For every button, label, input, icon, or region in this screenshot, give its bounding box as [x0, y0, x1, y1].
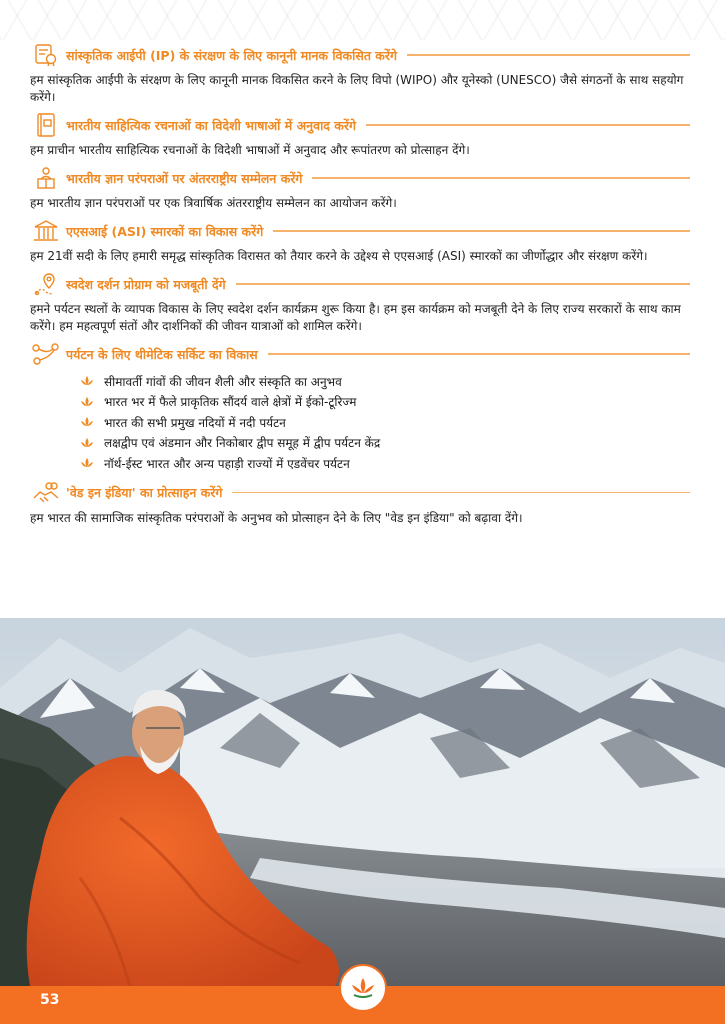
heading-divider: [232, 492, 690, 494]
lotus-bullet-icon: [80, 457, 94, 469]
section-heading: भारतीय ज्ञान परंपराओं पर अंतरराष्ट्रीय सम्मेलन करेंगे: [66, 170, 303, 186]
circuit-list: [30, 371, 690, 474]
monument-icon: [30, 217, 62, 245]
lotus-bullet-icon: [80, 416, 94, 428]
section-heading: 'वेड इन इंडिया' का प्रोत्साहन करेंगे: [66, 485, 223, 500]
section-swadesh-darshan: [30, 269, 690, 335]
section-heading: सांस्कृतिक आईपी (IP) के संरक्षण के लिए कानूनी मानक विकसित करेंगे: [66, 47, 398, 63]
section-heading-row: [30, 163, 690, 193]
himalaya-meditation-photo: [0, 618, 725, 986]
list-item: [80, 371, 690, 392]
list-item-text: लक्षद्वीप एवं अंडमान और निकोबार द्वीप समूह में द्वीप पर्यटन केंद्र: [104, 436, 381, 451]
list-item: [80, 412, 690, 433]
section-heading-row: [30, 216, 690, 246]
list-item: [80, 453, 690, 474]
section-thematic-circuits: [30, 339, 690, 474]
content-area: [30, 40, 690, 531]
page-number: 53: [40, 992, 60, 1008]
scroll-seal-icon: [30, 41, 62, 69]
section-literary-translation: [30, 110, 690, 159]
heading-divider: [312, 177, 690, 179]
section-heading: एएसआई (ASI) स्मारकों का विकास करेंगे: [66, 223, 264, 239]
section-body: हम भारतीय ज्ञान परंपराओं पर एक त्रिवार्षिक अंतरराष्ट्रीय सम्मेलन का आयोजन करेंगे।: [30, 196, 397, 210]
section-asi-monuments: [30, 216, 690, 265]
list-item: [80, 392, 690, 413]
section-heading-row: [30, 269, 690, 299]
heading-divider: [407, 54, 690, 56]
section-heading-row: [30, 40, 690, 70]
lotus-bullet-icon: [80, 396, 94, 408]
section-heading: स्वदेश दर्शन प्रोग्राम को मजबूती देंगे: [66, 276, 226, 292]
list-item-text: सीमावर्ती गांवों की जीवन शैली और संस्कृति का अनुभव: [104, 374, 342, 389]
lotus-bullet-icon: [80, 437, 94, 449]
lotus-logo-icon: [339, 964, 387, 1012]
section-heading-row: [30, 339, 690, 369]
section-knowledge-conference: [30, 163, 690, 212]
section-body: हमने पर्यटन स्थलों के व्यापक विकास के लिए स्वदेश दर्शन कार्यक्रम शुरू किया है। हम इस कार्यक्रम को मजबूती देने के लिए राज्य सरकारों के साथ काम करेंगे। हम महत्वपूर्ण संतों और दार्शनिकों की जीवन यात्राओं को शामिल करेंगे।: [30, 302, 681, 333]
route-icon: [30, 340, 62, 368]
list-item-text: भारत की सभी प्रमुख नदियों में नदी पर्यटन: [104, 415, 286, 430]
decorative-header-pattern: [0, 0, 725, 40]
book-icon: [30, 111, 62, 139]
section-heading: पर्यटन के लिए थीमेटिक सर्किट का विकास: [66, 346, 258, 362]
map-pin-icon: [30, 270, 62, 298]
lotus-bullet-icon: [80, 375, 94, 387]
section-heading-row: [30, 478, 690, 508]
heading-divider: [236, 283, 690, 285]
section-cultural-ip: [30, 40, 690, 106]
heading-divider: [268, 353, 690, 355]
list-item-text: भारत भर में फैले प्राकृतिक सौंदर्य वाले क्षेत्रों में ईको-टूरिज्म: [104, 395, 357, 410]
heading-divider: [366, 124, 690, 126]
section-heading-row: [30, 110, 690, 140]
section-body: हम 21वीं सदी के लिए हमारी समृद्ध सांस्कृतिक विरासत को तैयार करने के उद्देश्य से एएसआई (ASI) स्मारकों का जीर्णोद्धार और संरक्षण करेंगे।: [30, 249, 648, 263]
heading-divider: [273, 230, 690, 232]
section-body: हम सांस्कृतिक आईपी के संरक्षण के लिए कानूनी मानक विकसित करने के लिए विपो (WIPO) और यूनेस्को (UNESCO) जैसे संगठनों के साथ सहयोग करेंगे।: [30, 73, 684, 104]
section-heading: भारतीय साहित्यिक रचनाओं का विदेशी भाषाओं में अनुवाद करेंगे: [66, 117, 357, 133]
section-wed-in-india: [30, 478, 690, 527]
podium-icon: [30, 164, 62, 192]
list-item-text: नॉर्थ-ईस्ट भारत और अन्य पहाड़ी राज्यों में एडवेंचर पर्यटन: [104, 456, 350, 471]
photo-illustration: [0, 618, 725, 986]
handshake-rings-icon: [30, 479, 62, 507]
section-body: हम प्राचीन भारतीय साहित्यिक रचनाओं के विदेशी भाषाओं में अनुवाद और रूपांतरण को प्रोत्साहन देंगे।: [30, 143, 470, 157]
list-item: [80, 433, 690, 454]
section-body: हम भारत की सामाजिक सांस्कृतिक परंपराओं के अनुभव को प्रोत्साहन देने के लिए "वेड इन इंडिया" को बढ़ावा देंगे।: [30, 510, 523, 525]
